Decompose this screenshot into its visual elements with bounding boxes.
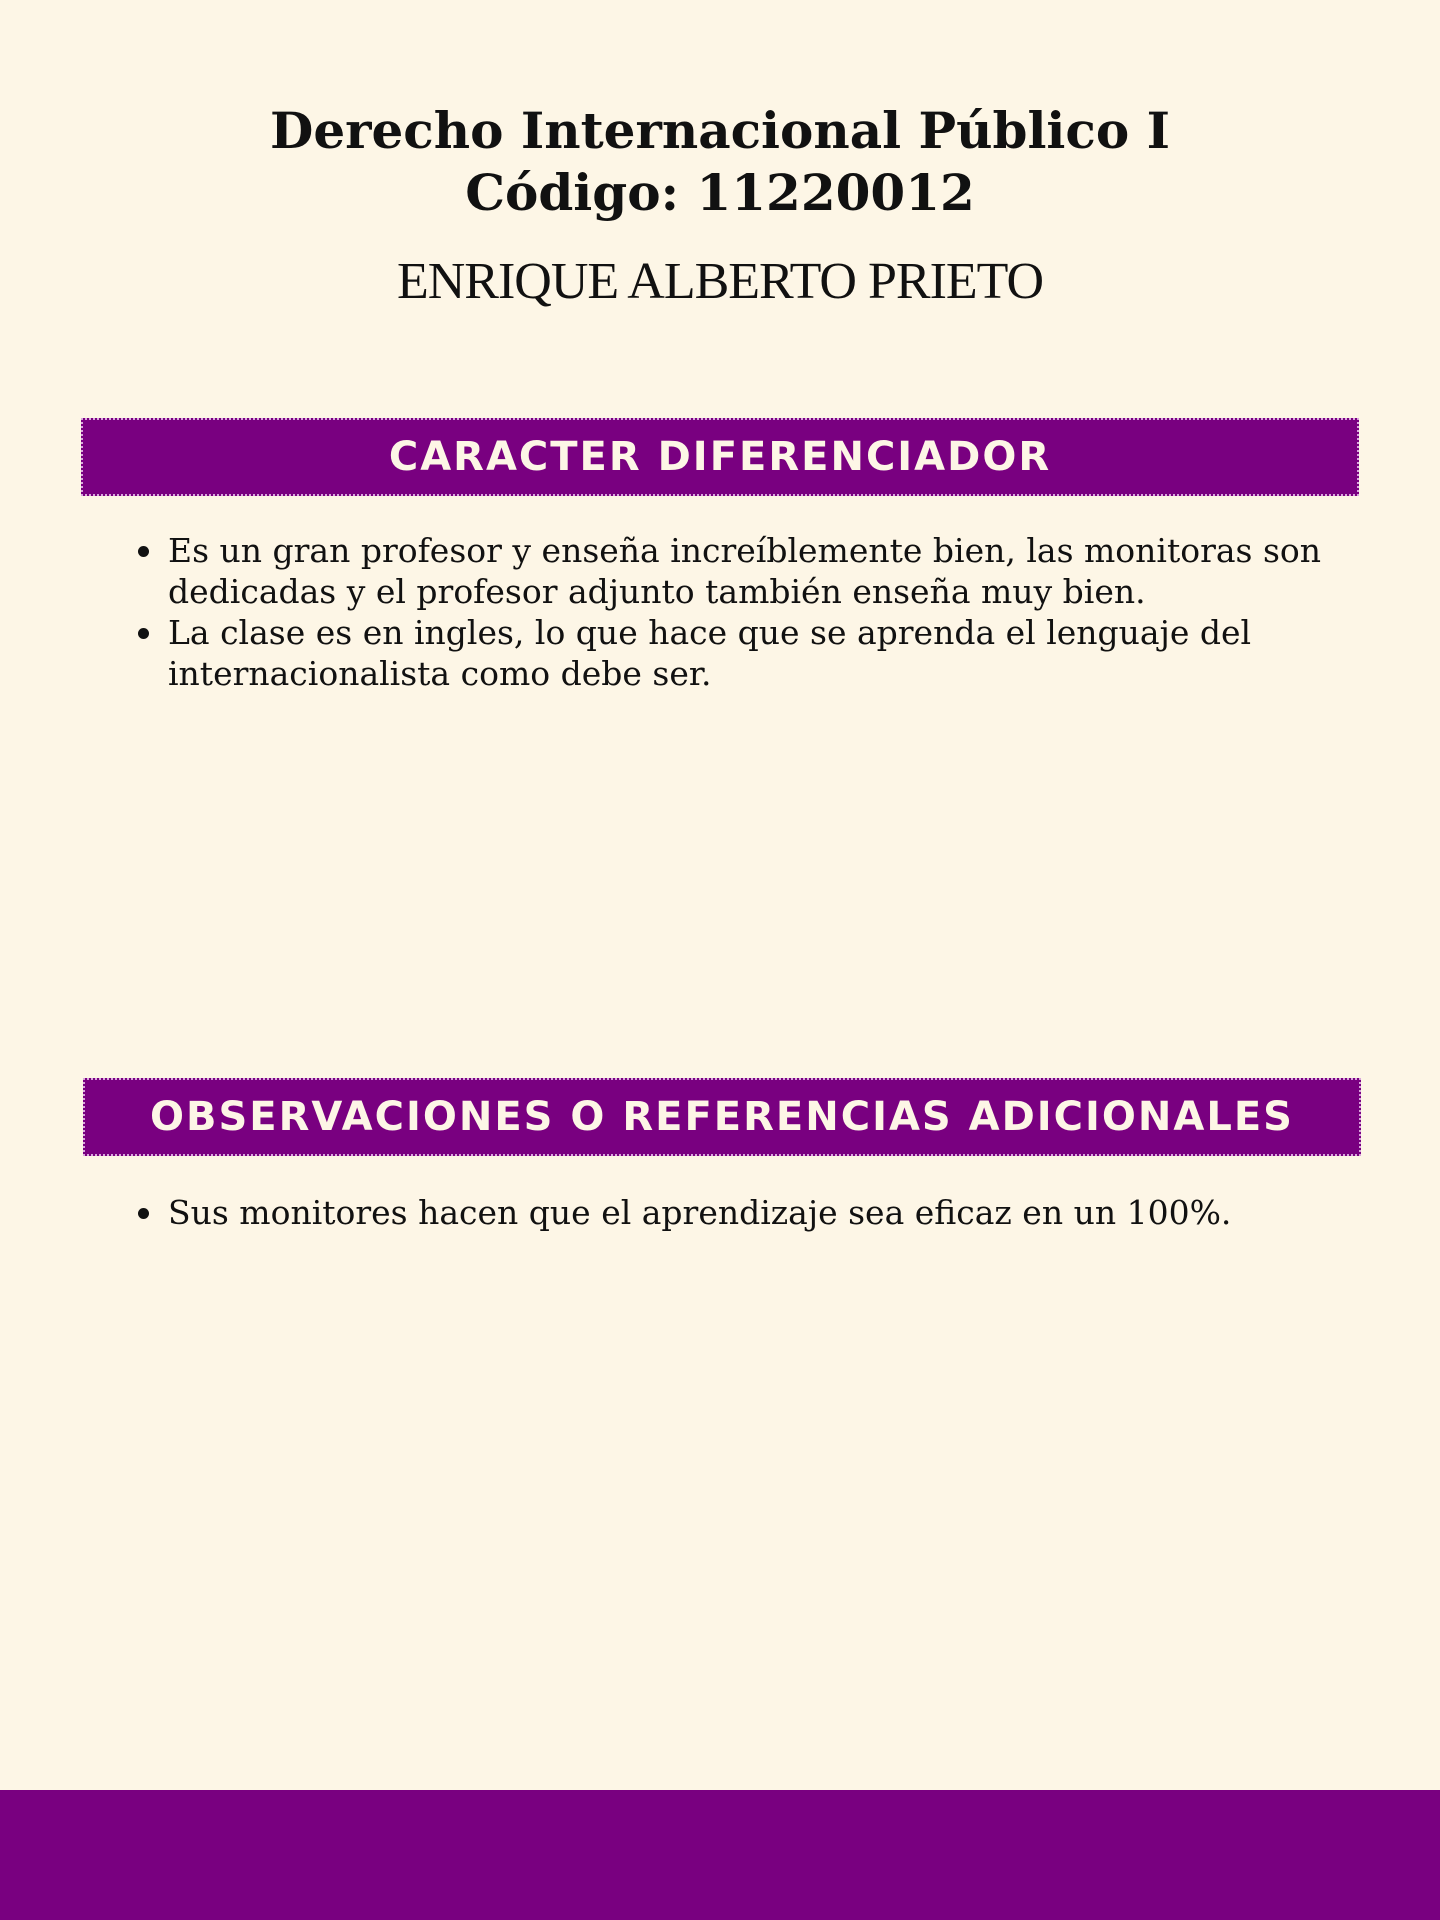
page-header [0,100,1440,312]
bullet-icon [138,1208,149,1219]
section-heading: OBSERVACIONES O REFERENCIAS ADICIONALES [150,1094,1294,1140]
list-item [138,530,1338,612]
course-title: Derecho Internacional Público I [269,101,1171,160]
footer-bar [0,1790,1440,1920]
list-item [138,1192,1338,1233]
bullet-list [138,1192,1338,1233]
section-heading: CARACTER DIFERENCIADOR [388,434,1052,480]
section-heading-bar [81,418,1359,496]
list-item [138,612,1338,694]
bullet-list [138,530,1338,694]
list-item-text: Es un gran profesor y enseña increíblemente bien, las monitoras son dedicadas y el profesor adjunto también enseña muy bien. [168,531,1322,611]
bullet-icon [138,628,149,639]
professor-name: ENRIQUE ALBERTO PRIETO [396,253,1044,310]
bullet-icon [138,546,149,557]
list-item-text: La clase es en ingles, lo que hace que se aprenda el lenguaje del internacionalista como debe ser. [168,613,1252,693]
course-code: Código: 11220012 [465,163,975,222]
section-heading-bar [83,1078,1361,1156]
list-item-text: Sus monitores hacen que el aprendizaje sea eficaz en un 100%. [168,1193,1232,1232]
